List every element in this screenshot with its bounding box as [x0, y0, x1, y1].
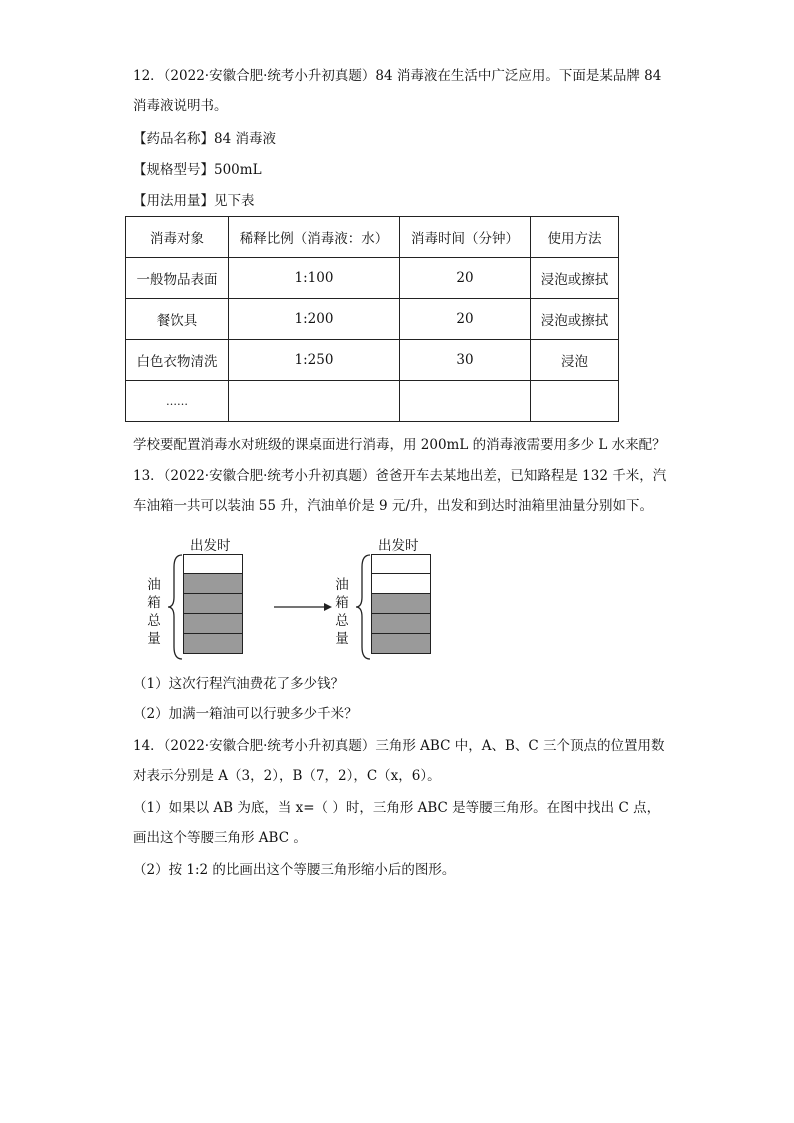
table-header-row	[126, 217, 619, 258]
table-header-cell: 消毒对象	[126, 217, 229, 258]
q14-stem-line1: 14．（2022·安徽合肥·统考小升初真题）三角形 ABC 中，A、B、C 三个顶点的位置用数	[133, 738, 665, 754]
table-cell: 浸泡	[531, 340, 619, 381]
side-label-char: 总	[335, 613, 349, 629]
tank-segment	[371, 574, 431, 594]
side-label-char: 箱	[147, 595, 161, 611]
table-cell: 1:200	[229, 299, 400, 340]
table-cell: 餐饮具	[126, 299, 229, 340]
left-brace-icon	[166, 553, 184, 661]
left-tank-side-label	[146, 576, 162, 648]
q14-sub2: （2）按 1:2 的比画出这个等腰三角形缩小后的图形。	[133, 862, 456, 878]
side-label-char: 总	[147, 613, 161, 629]
table-cell: 浸泡或擦拭	[531, 258, 619, 299]
q14-stem-line2: 对表示分别是 A（3，2），B（7，2），C（x，6）。	[133, 768, 441, 784]
q13-stem-line1: 13．（2022·安徽合肥·统考小升初真题）爸爸开车去某地出差，已知路程是 132 千米，汽	[133, 468, 667, 484]
table-header-cell: 使用方法	[531, 217, 619, 258]
table-row	[126, 299, 619, 340]
tank-segment	[183, 554, 243, 574]
side-label-char: 油	[147, 577, 161, 593]
tank-segment	[371, 554, 431, 574]
tank-segment	[183, 574, 243, 594]
q12-stem-line2: 消毒液说明书。	[133, 98, 228, 114]
table-cell: ……	[126, 381, 229, 422]
table-cell: 1:100	[229, 258, 400, 299]
side-label-char: 量	[335, 631, 349, 647]
right-tank-title: 出发时	[378, 538, 419, 554]
q12-spec: 【规格型号】500mL	[133, 162, 262, 178]
side-label-char: 量	[147, 631, 161, 647]
tank-segment	[371, 594, 431, 614]
table-row	[126, 258, 619, 299]
table-row	[126, 340, 619, 381]
table-cell: 浸泡或擦拭	[531, 299, 619, 340]
q13-sub2: （2）加满一箱油可以行驶多少千米？	[133, 706, 358, 722]
table-cell	[531, 381, 619, 422]
q14-sub1-line1: （1）如果以 AB 为底，当 x=（ ）时，三角形 ABC 是等腰三角形。在图中找出 C 点，	[133, 800, 661, 816]
table-cell: 20	[400, 299, 531, 340]
left-fuel-tank	[183, 554, 243, 654]
tank-segment	[183, 614, 243, 634]
right-brace-icon	[354, 553, 372, 661]
table-header-cell: 稀释比例（消毒液：水）	[229, 217, 400, 258]
table-cell	[400, 381, 531, 422]
q12-stem-line1: 12．（2022·安徽合肥·统考小升初真题）84 消毒液在生活中广泛应用。下面是某品牌 84	[133, 68, 662, 84]
side-label-char: 箱	[335, 595, 349, 611]
table-cell	[229, 381, 400, 422]
tank-segment	[371, 634, 431, 654]
q12-usage: 【用法用量】见下表	[133, 193, 255, 209]
table-cell: 一般物品表面	[126, 258, 229, 299]
right-fuel-tank	[371, 554, 431, 654]
tank-segment	[183, 634, 243, 654]
tank-segment	[371, 614, 431, 634]
right-tank-side-label	[334, 576, 350, 648]
q14-sub1-line2: 画出这个等腰三角形 ABC 。	[133, 830, 307, 846]
arrow-right-icon	[272, 600, 334, 614]
q12-drug-name: 【药品名称】84 消毒液	[133, 131, 276, 147]
table-header-cell: 消毒时间（分钟）	[400, 217, 531, 258]
table-cell: 1:250	[229, 340, 400, 381]
q12-question: 学校要配置消毒水对班级的课桌面进行消毒，用 200mL 的消毒液需要用多少 L 水来配？	[133, 437, 666, 453]
side-label-char: 油	[335, 577, 349, 593]
q13-sub1: （1）这次行程汽油费花了多少钱？	[133, 676, 345, 692]
q13-stem-line2: 车油箱一共可以装油 55 升，汽油单价是 9 元/升，出发和到达时油箱里油量分别如下。	[133, 498, 653, 514]
left-tank-title: 出发时	[190, 538, 231, 554]
table-row	[126, 381, 619, 422]
table-cell: 白色衣物清洗	[126, 340, 229, 381]
tank-segment	[183, 594, 243, 614]
table-cell: 20	[400, 258, 531, 299]
table-cell: 30	[400, 340, 531, 381]
usage-table	[125, 216, 619, 422]
